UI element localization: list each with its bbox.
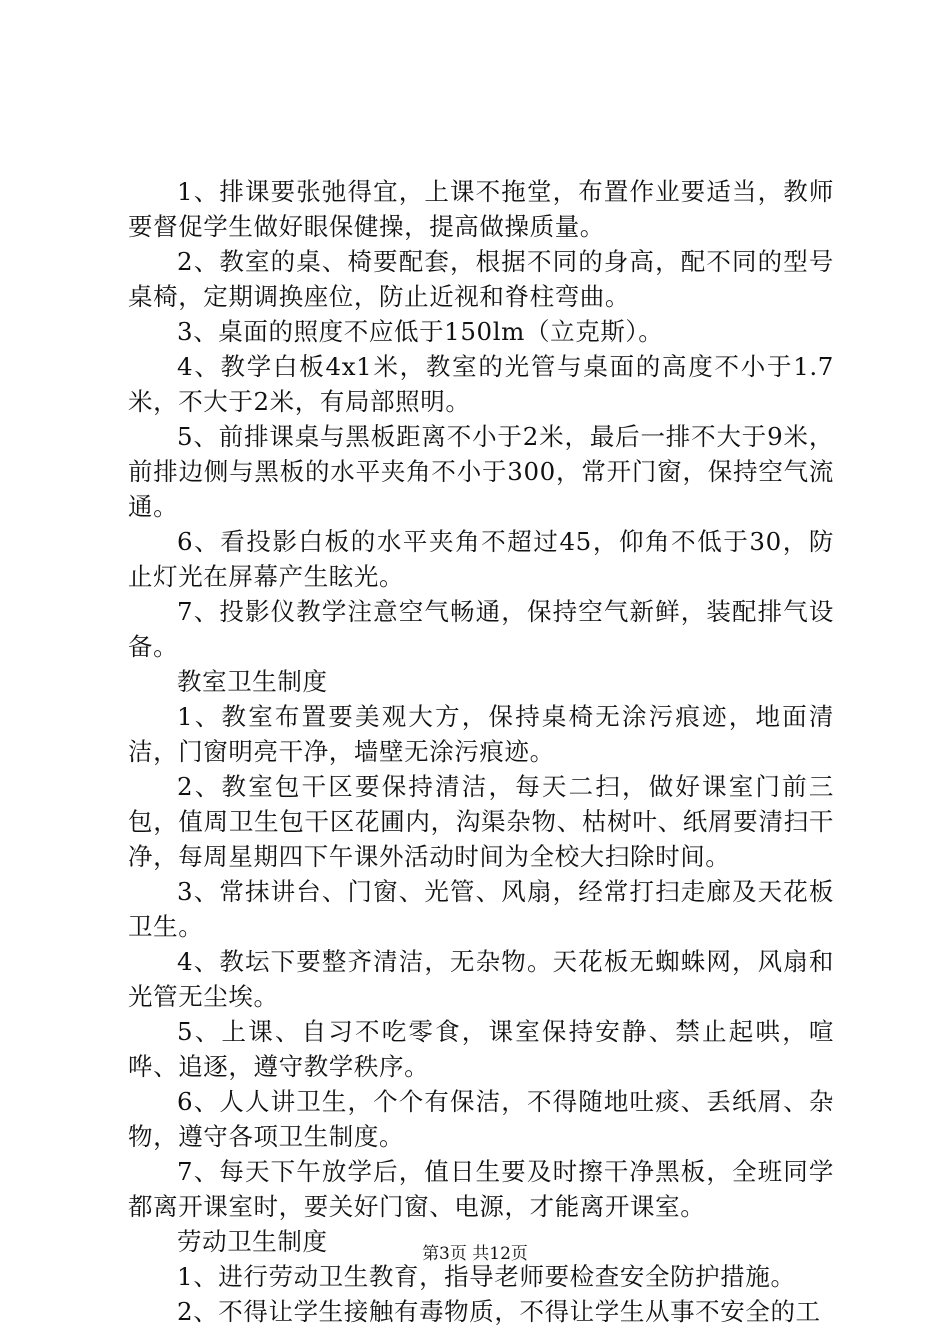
section-heading-labor-hygiene: 劳动卫生制度 (177, 1227, 328, 1256)
paragraph: 2、教室包干区要保持清洁，每天二扫，做好课室门前三包，值周卫生包干区花圃内，沟渠杂物、枯树叶、纸屑要清扫干净，每周星期四下午课外活动时间为全校大扫除时间。 (128, 772, 834, 871)
paragraph: 2、不得让学生接触有毒物质，不得让学生从事不安全的工 (177, 1297, 821, 1326)
paragraph: 4、教学白板4x1米，教室的光管与桌面的高度不小于1.7米，不大于2米，有局部照明。 (128, 352, 834, 416)
paragraph: 1、进行劳动卫生教育，指导老师要检查安全防护措施。 (177, 1262, 796, 1291)
paragraph: 7、投影仪教学注意空气畅通，保持空气新鲜，装配排气设备。 (128, 597, 834, 661)
paragraph: 6、人人讲卫生，个个有保洁，不得随地吐痰、丢纸屑、杂物，遵守各项卫生制度。 (128, 1087, 834, 1151)
paragraph: 5、前排课桌与黑板距离不小于2米，最后一排不大于9米，前排边侧与黑板的水平夹角不小于300，常开门窗，保持空气流通。 (128, 422, 834, 521)
section-heading-classroom-hygiene: 教室卫生制度 (177, 667, 328, 696)
paragraph: 5、上课、自习不吃零食，课室保持安静、禁止起哄，喧哗、追逐，遵守教学秩序。 (128, 1017, 834, 1081)
paragraph: 4、教坛下要整齐清洁，无杂物。天花板无蜘蛛网，风扇和光管无尘埃。 (128, 947, 834, 1011)
paragraph: 6、看投影白板的水平夹角不超过45，仰角不低于30，防止灯光在屏幕产生眩光。 (128, 527, 834, 591)
paragraph: 3、常抹讲台、门窗、光管、风扇，经常打扫走廊及天花板卫生。 (128, 877, 834, 941)
document-body (128, 174, 834, 1329)
paragraph: 2、教室的桌、椅要配套，根据不同的身高，配不同的型号桌椅，定期调换座位，防止近视和脊柱弯曲。 (128, 247, 834, 311)
paragraph: 1、教室布置要美观大方，保持桌椅无涂污痕迹，地面清洁，门窗明亮干净，墙壁无涂污痕迹。 (128, 702, 834, 766)
page-footer: 第3页 共12页 (422, 1244, 528, 1264)
paragraph: 3、桌面的照度不应低于150lm（立克斯）。 (177, 317, 664, 346)
paragraph: 7、每天下午放学后，值日生要及时擦干净黑板，全班同学都离开课室时，要关好门窗、电源，才能离开课室。 (128, 1157, 834, 1221)
paragraph: 1、排课要张弛得宜，上课不拖堂，布置作业要适当，教师要督促学生做好眼保健操，提高做操质量。 (128, 177, 834, 241)
